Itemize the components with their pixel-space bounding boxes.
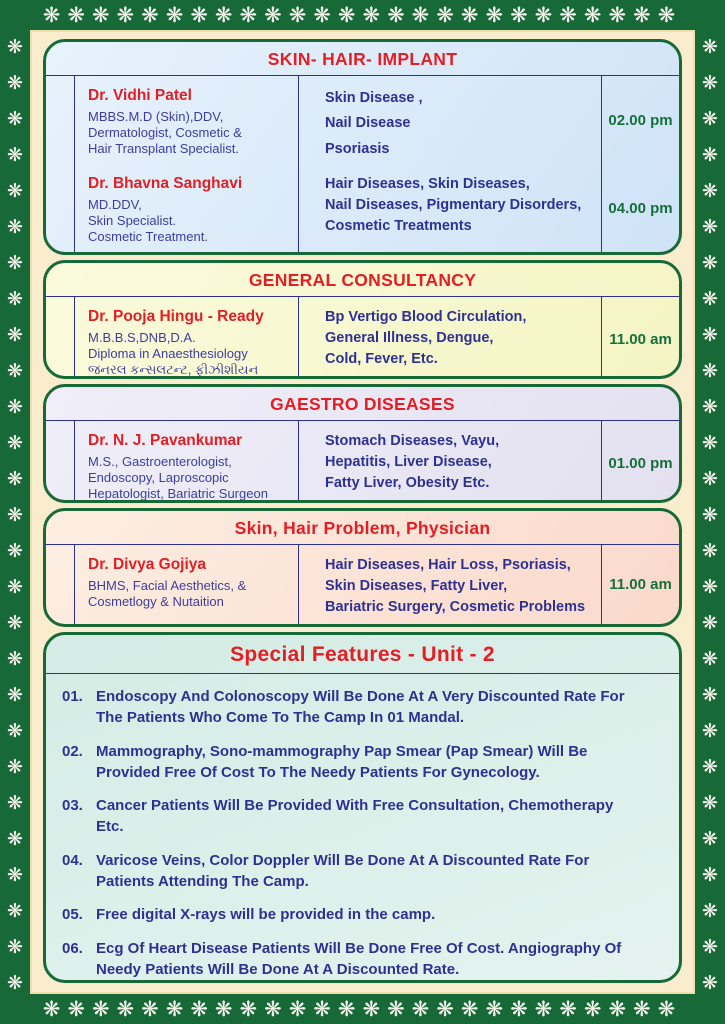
doctor-name: Dr. Bhavna Sanghavi [88, 175, 243, 192]
time-cell [602, 164, 679, 252]
table-gutter [46, 76, 75, 164]
feature-item-number: 05. [62, 906, 83, 924]
flower-border-top-icon: ❋❋❋❋❋❋❋❋❋❋❋❋❋❋❋❋❋❋❋❋❋❋❋❋❋❋ [42, 4, 683, 27]
section-general-consultancy [43, 260, 682, 379]
time-label: 02.00 pm [608, 111, 673, 129]
disease-line: Hepatitis, Liver Disease, [325, 454, 492, 471]
doctor-credentials-line: M.B.B.S,DNB,D.A. [88, 330, 196, 345]
doctor-credentials-line: Cosmetlogy & Nutaition [88, 593, 224, 609]
feature-item [62, 741, 665, 784]
doctor-credentials-line: Hepatologist, Bariatric Surgeon [88, 485, 268, 501]
doctor-cell [75, 76, 299, 164]
doctor-credentials-line: BHMS, Facial Aesthetics, & [88, 578, 247, 593]
feature-item-text: Endoscopy And Colonoscopy Will Be Done At A Very Discounted Rate For The Patients Who Come To The Camp In 01 Mandal. [96, 688, 625, 727]
feature-item-text: Mammography, Sono-mammography Pap Smear (Pap Smear) Will Be Provided Free Of Cost To The Needy Patients For Gynecology. [96, 742, 588, 781]
section-special-features [43, 632, 682, 983]
table-row [46, 297, 679, 379]
feature-item-number: 06. [62, 939, 83, 957]
diseases-cell [299, 76, 602, 164]
doctor-credentials-line-gujarati: જનરલ કન્સલટન્ટ, ફીઝીશીયન [88, 361, 259, 377]
doctor-table [46, 75, 679, 252]
disease-line: Nail Disease [325, 115, 411, 132]
doctor-cell [75, 164, 299, 252]
time-cell [602, 297, 679, 379]
flower-border-left-icon: ❋❋❋❋❋❋❋❋❋❋❋❋❋❋❋❋❋❋❋❋❋❋❋❋❋❋❋ [7, 37, 23, 994]
table-row [46, 164, 679, 252]
time-cell [602, 421, 679, 503]
disease-line: Cosmetic Treatments [325, 218, 472, 235]
disease-line: Nail Diseases, Pigmentary Disorders, [325, 197, 582, 214]
table-gutter [46, 421, 75, 503]
feature-item-text: Free digital X-rays will be provided in the camp. [96, 906, 436, 924]
table-gutter [46, 545, 75, 624]
diseases-cell [299, 421, 602, 503]
disease-line: Cold, Fever, Etc. [325, 351, 438, 368]
content-panel [30, 30, 695, 994]
disease-line: Bp Vertigo Blood Circulation, [325, 309, 527, 325]
doctor-credentials-line: Diploma in Anaesthesiology [88, 345, 248, 361]
feature-item [62, 795, 665, 838]
section-title: Special Features - Unit - 2 [230, 643, 495, 666]
feature-item [62, 850, 665, 893]
doctor-credentials-line: Cosmetic Treatment. [88, 228, 208, 244]
disease-line: Skin Diseases, Fatty Liver, [325, 578, 508, 595]
flower-border-right-icon: ❋❋❋❋❋❋❋❋❋❋❋❋❋❋❋❋❋❋❋❋❋❋❋❋❋❋❋ [702, 37, 718, 994]
table-row [46, 76, 679, 164]
time-cell [602, 545, 679, 624]
feature-item [62, 904, 665, 925]
feature-item-text: Varicose Veins, Color Doppler Will Be Done At A Discounted Rate For Patients Attending The Camp. [96, 851, 590, 891]
time-label: 11.00 am [609, 576, 672, 593]
time-label: 04.00 pm [608, 199, 673, 217]
section-skin-hair-implant [43, 39, 682, 255]
doctor-cell [75, 421, 299, 503]
doctor-credentials-line: Dermatologist, Cosmetic & [88, 124, 242, 140]
doctor-name: Dr. N. J. Pavankumar [88, 432, 243, 449]
table-gutter [46, 297, 75, 379]
disease-line: Skin Disease , [325, 90, 423, 106]
table-row [46, 545, 679, 624]
feature-item [62, 938, 665, 981]
doctor-credentials-line: Skin Specialist. [88, 212, 177, 228]
doctor-credentials-line: MBBS.M.D (Skin),DDV, [88, 109, 224, 124]
section-title: SKIN- HAIR- IMPLANT [267, 49, 458, 69]
doctor-name: Dr. Vidhi Patel [88, 87, 192, 104]
doctor-table [46, 420, 679, 503]
disease-line: General Illness, Dengue, [325, 330, 494, 347]
feature-item-number: 03. [62, 797, 83, 815]
doctor-cell [75, 297, 299, 379]
feature-item-text: Cancer Patients Will Be Provided With Free Consultation, Chemotherapy Etc. [96, 797, 614, 836]
time-cell [602, 76, 679, 164]
special-features-list [46, 673, 679, 983]
doctor-cell [75, 545, 299, 624]
disease-line: Stomach Diseases, Vayu, [325, 433, 500, 449]
disease-line: Hair Diseases, Skin Diseases, [325, 176, 530, 192]
diseases-cell [299, 297, 602, 379]
section-title: GENERAL CONSULTANCY [248, 270, 477, 290]
feature-item-number: 01. [62, 688, 83, 705]
doctor-credentials-line: Endoscopy, Laproscopic [88, 469, 229, 485]
diseases-cell [299, 545, 602, 624]
diseases-cell [299, 164, 602, 252]
feature-item-number: 02. [62, 742, 83, 760]
doctor-table [46, 296, 679, 379]
table-gutter [46, 164, 75, 252]
time-label: 11.00 am [609, 330, 672, 348]
doctor-credentials-line: M.S., Gastroenterologist, [88, 454, 232, 469]
doctor-name: Dr. Divya Gojiya [88, 556, 207, 573]
disease-line: Bariatric Surgery, Cosmetic Problems [325, 599, 586, 616]
doctor-name: Dr. Pooja Hingu - Ready [88, 308, 264, 325]
disease-line: Psoriasis [325, 140, 390, 157]
section-title: Skin, Hair Problem, Physician [234, 518, 491, 538]
section-skin-hair-problem-physician [43, 508, 682, 627]
table-row [46, 421, 679, 503]
doctor-table [46, 544, 679, 624]
disease-line: Hair Diseases, Hair Loss, Psoriasis, [325, 557, 571, 573]
feature-item-number: 04. [62, 851, 83, 869]
section-title: GAESTRO DISEASES [270, 394, 455, 414]
feature-item-text: Ecg Of Heart Disease Patients Will Be Done Free Of Cost. Angiography Of Needy Patients Will Be Done At A Discounted Rate. [96, 939, 622, 978]
section-gaestro-diseases [43, 384, 682, 503]
feature-item [62, 686, 665, 729]
time-label: 01.00 pm [608, 454, 673, 472]
disease-line: Fatty Liver, Obesity Etc. [325, 475, 490, 492]
doctor-credentials-line: MD.DDV, [88, 197, 142, 212]
flower-border-bottom-icon: ❋❋❋❋❋❋❋❋❋❋❋❋❋❋❋❋❋❋❋❋❋❋❋❋❋❋ [42, 998, 683, 1021]
doctor-credentials-line: Hair Transplant Specialist. [88, 140, 240, 156]
